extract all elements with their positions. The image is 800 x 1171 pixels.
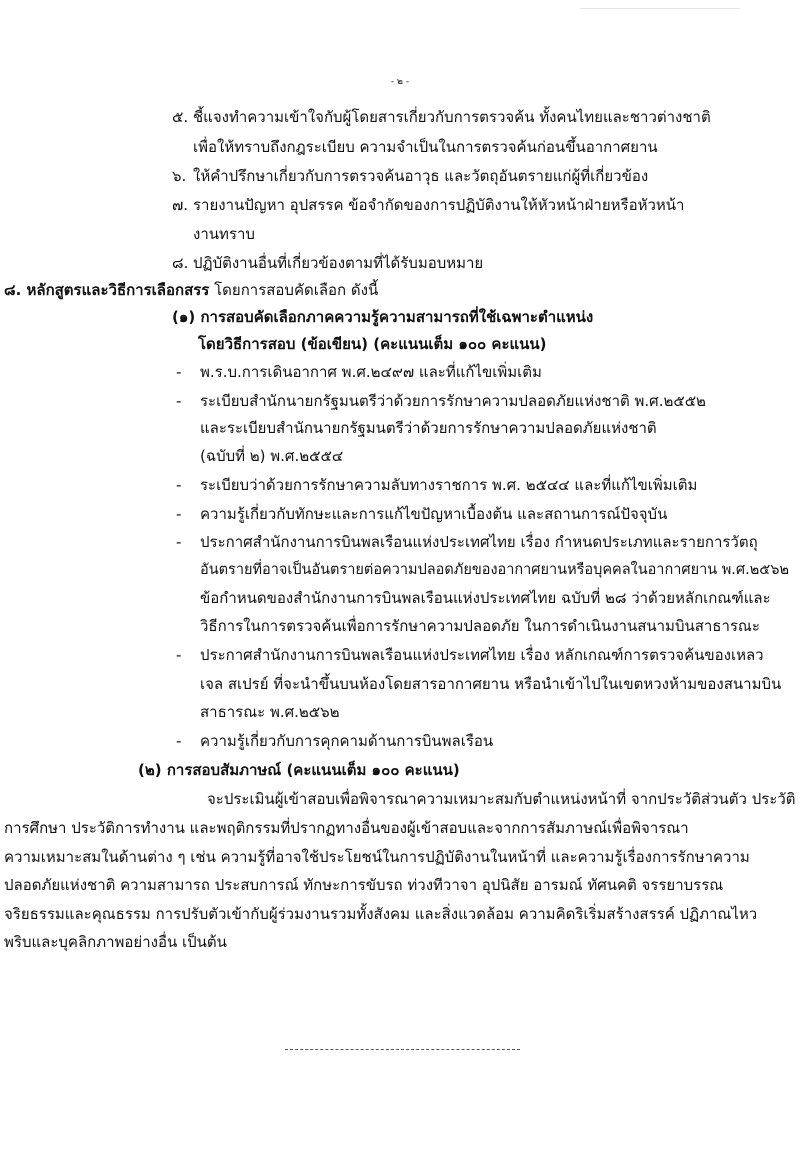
bullet-1-line-1: พ.ร.บ.การเดินอากาศ พ.ศ.๒๔๙๗ และที่แก้ไขเพิ่มเติม [200,363,542,381]
bullet-7-line-1: ความรู้เกี่ยวกับการคุกคามด้านการบินพลเรือน [200,732,494,750]
duty-8-number: ๘. [172,254,189,272]
duty-5-line-1: ชี้แจงทำความเข้าใจกับผู้โดยสารเกี่ยวกับการตรวจค้น ทั้งคนไทยและชาวต่างชาติ [193,108,711,126]
bullet-dash: - [176,732,182,750]
bullet-6-line-1: ประกาศสำนักงานการบินพลเรือนแห่งประเทศไทย เรื่อง หลักเกณฑ์การตรวจค้นของเหลว [200,646,764,664]
duty-5-line-2: เพื่อให้ทราบถึงกฎระเบียบ ความจำเป็นในการตรวจค้นก่อนขึ้นอากาศยาน [193,138,658,156]
bullet-2-line-1: ระเบียบสำนักนายกรัฐมนตรีว่าด้วยการรักษาความปลอดภัยแห่งชาติ พ.ศ.๒๕๕๒ [200,392,706,410]
bullet-dash: - [176,533,182,551]
scan-mark [580,8,740,9]
part2-paragraph-line-3: ความเหมาะสมในด้านต่าง ๆ เช่น ความรู้ที่อาจใช้ประโยชน์ในการปฏิบัติงานในหน้าที่ และความรู้เรื่องการรักษาความ [4,848,750,866]
bullet-3-line-1: ระเบียบว่าด้วยการรักษาความลับทางราชการ พ.ศ. ๒๕๔๔ และที่แก้ไขเพิ่มเติม [200,476,698,494]
part2-paragraph-line-5: จริยธรรมและคุณธรรม การปรับตัวเข้ากับผู้ร่วมงานรวมทั้งสังคม และสิ่งแวดล้อม ความคิดริเริ่มสร้างสรรค์ ปฏิภาณไหว [4,905,758,923]
part2-paragraph-line-4: ปลอดภัยแห่งชาติ ความสามารถ ประสบการณ์ ทักษะการขับรถ ท่วงทีวาจา อุปนิสัย อารมณ์ ทัศนคติ จรรยาบรรณ [4,876,724,894]
bullet-6-line-2: เจล สเปรย์ ที่จะนำขึ้นบนห้องโดยสารอากาศยาน หรือนำเข้าไปในเขตหวงห้ามของสนามบิน [200,675,782,693]
part2-title: (๒) การสอบสัมภาษณ์ (คะแนนเต็ม ๑๐๐ คะแนน) [138,761,460,779]
bullet-2-line-2: และระเบียบสำนักนายกรัฐมนตรีว่าด้วยการรักษาความปลอดภัยแห่งชาติ [200,419,657,437]
section-heading-bold: ๘. หลักสูตรและวิธีการเลือกสรร [4,281,210,299]
bullet-5-line-3: ข้อกำหนดของสำนักงานการบินพลเรือนแห่งประเทศไทย ฉบับที่ ๒๘ ว่าด้วยหลักเกณฑ์และ [200,589,771,607]
part1-title-line-1: (๑) การสอบคัดเลือกภาคความรู้ความสามารถที่ใช้เฉพาะตำแหน่ง [172,308,594,326]
bullet-4-line-1: ความรู้เกี่ยวกับทักษะและการแก้ไขปัญหาเบื้องต้น และสถานการณ์ปัจจุบัน [200,505,668,523]
duty-7-line-2: งานทราบ [193,225,255,243]
duty-5-number: ๕. [172,108,189,126]
part2-paragraph-line-1: จะประเมินผู้เข้าสอบเพื่อพิจารณาความเหมาะสมกับตำแหน่งหน้าที่ จากประวัติส่วนตัว ประวัติ [207,790,796,808]
bullet-dash: - [176,505,182,523]
bullet-dash: - [176,363,182,381]
bullet-6-line-3: สาธารณะ พ.ศ.๒๕๖๒ [200,703,340,721]
duty-8-line-1: ปฏิบัติงานอื่นที่เกี่ยวข้องตามที่ได้รับมอบหมาย [193,254,484,272]
duty-7-number: ๗. [172,196,189,214]
bullet-dash: - [176,476,182,494]
section-heading-rest: โดยการสอบคัดเลือก ดังนี้ [209,281,379,299]
part2-paragraph-line-2: การศึกษา ประวัติการทำงาน และพฤติกรรมที่ปรากฏทางอื่นของผู้เข้าสอบและจากการสัมภาษณ์เพื่อพิจารณา [4,819,689,837]
bullet-5-line-1: ประกาศสำนักงานการบินพลเรือนแห่งประเทศไทย เรื่อง กำหนดประเภทและรายการวัตถุ [200,533,758,551]
duty-6-number: ๖. [172,167,187,185]
bullet-5-line-2: อันตรายที่อาจเป็นอันตรายต่อความปลอดภัยของอากาศยานหรือบุคคลในอากาศยาน พ.ศ.๒๕๖๒ [200,562,790,578]
part1-title-line-2: โดยวิธีการสอบ (ข้อเขียน) (คะแนนเต็ม ๑๐๐ คะแนน) [198,335,547,353]
page-number: - ๒ - [390,77,410,87]
part2-paragraph-line-6: พริบและบุคลิกภาพอย่างอื่น เป็นต้น [4,933,227,951]
bullet-5-line-4: วิธีการในการตรวจค้นเพื่อการรักษาความปลอดภัย ในการดำเนินงานสนามบินสาธารณะ [200,617,760,635]
bullet-2-line-3: (ฉบับที่ ๒) พ.ศ.๒๕๕๔ [200,447,344,465]
section-heading [4,280,378,300]
bullet-dash: - [176,392,182,410]
duty-7-line-1: รายงานปัญหา อุปสรรค ข้อจำกัดของการปฏิบัติงานให้หัวหน้าฝ่ายหรือหัวหน้า [193,196,685,214]
duty-6-line-1: ให้คำปรึกษาเกี่ยวกับการตรวจค้นอาวุธ และวัตถุอันตรายแก่ผู้ที่เกี่ยวข้อง [193,167,649,185]
end-divider [285,1049,520,1050]
bullet-dash: - [176,646,182,664]
